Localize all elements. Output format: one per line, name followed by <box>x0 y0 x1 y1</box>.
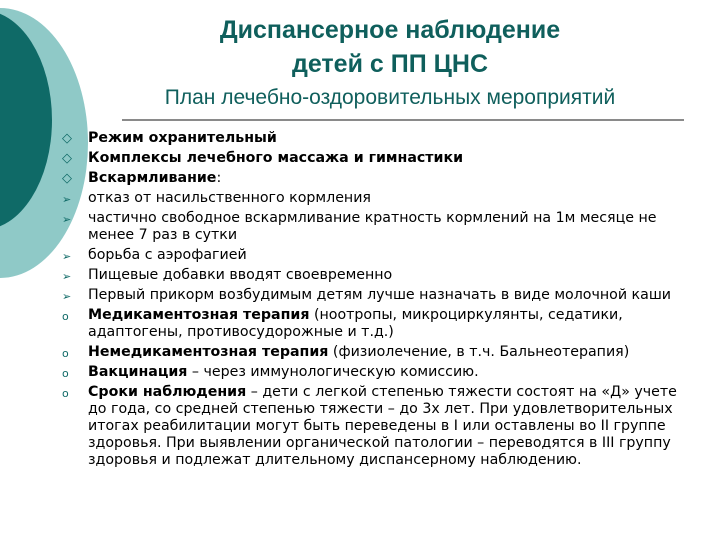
list-item-heading: Немедикаментозная терапия <box>88 344 329 360</box>
list-item-heading: Сроки наблюдения <box>88 384 247 400</box>
list-item <box>62 170 692 187</box>
list-item-heading: Режим охранительный <box>88 130 277 146</box>
diamond-bullet-icon: ◇ <box>62 131 72 146</box>
list-item <box>62 210 692 244</box>
arrow-bullet-icon: ➢ <box>62 290 72 303</box>
list-item-text: (физиолечение, в т.ч. Бальнеотерапия) <box>328 344 630 360</box>
list-item-text: – дети с легкой степенью тяжести состоят на «Д» учете до года, со средней степенью тяжести – до 3х лет. При удовлетворительных итогах реабилитации могут быть переведены в I или оставлены во II группе здоровья. При выявлении органической патологии – переводятся в III группу здоровья и подлежат длительному диспансерному наблюдению. <box>88 384 677 468</box>
diamond-bullet-icon: ◇ <box>62 151 72 166</box>
diamond-bullet-icon: ◇ <box>62 171 72 186</box>
list-item-text: отказ от насильственного кормления <box>88 190 371 206</box>
list-item-text: борьба с аэрофагией <box>88 247 247 263</box>
list-item <box>62 267 692 284</box>
list-item <box>62 307 692 341</box>
list-item <box>62 287 692 304</box>
list-item <box>62 344 692 361</box>
slide-title-line1: Диспансерное наблюдение <box>219 16 561 44</box>
list-item <box>62 130 692 147</box>
arrow-bullet-icon: ➢ <box>62 193 72 206</box>
list-item <box>62 190 692 207</box>
list-item <box>62 364 692 381</box>
ring-bullet-icon: o <box>62 310 69 323</box>
slide-title-line2: детей с ПП ЦНС <box>291 50 488 78</box>
ring-bullet-icon: o <box>62 367 69 380</box>
list-item <box>62 247 692 264</box>
list-item-text: частично свободное вскармливание кратность кормлений на 1м месяце не менее 7 раз в сутки <box>88 210 657 243</box>
arrow-bullet-icon: ➢ <box>62 250 72 263</box>
list-item-text: Пищевые добавки вводят своевременно <box>88 267 393 283</box>
list-item-text: (ноотропы, микроциркулянты, седатики, адаптогены, противосудорожные и т.д.) <box>88 307 623 340</box>
list-item-text: Первый прикорм возбудимым детям лучше назначать в виде молочной каши <box>88 287 672 303</box>
list-item-text: – через иммунологическую комиссию. <box>187 364 479 380</box>
ring-bullet-icon: o <box>62 347 69 360</box>
list-item-heading: Вскармливание <box>88 170 217 186</box>
list-item-text: : <box>216 170 222 186</box>
ring-bullet-icon: o <box>62 387 69 400</box>
slide-subtitle: План лечебно-оздоровительных мероприятий <box>164 86 616 109</box>
arrow-bullet-icon: ➢ <box>62 213 72 226</box>
list-item <box>62 384 692 469</box>
bullet-list <box>62 130 692 472</box>
list-item-heading: Медикаментозная терапия <box>88 307 310 323</box>
list-item <box>62 150 692 167</box>
list-item-heading: Вакцинация <box>88 364 188 380</box>
arrow-bullet-icon: ➢ <box>62 270 72 283</box>
title-divider <box>122 119 684 121</box>
list-item-heading: Комплексы лечебного массажа и гимнастики <box>88 150 464 166</box>
